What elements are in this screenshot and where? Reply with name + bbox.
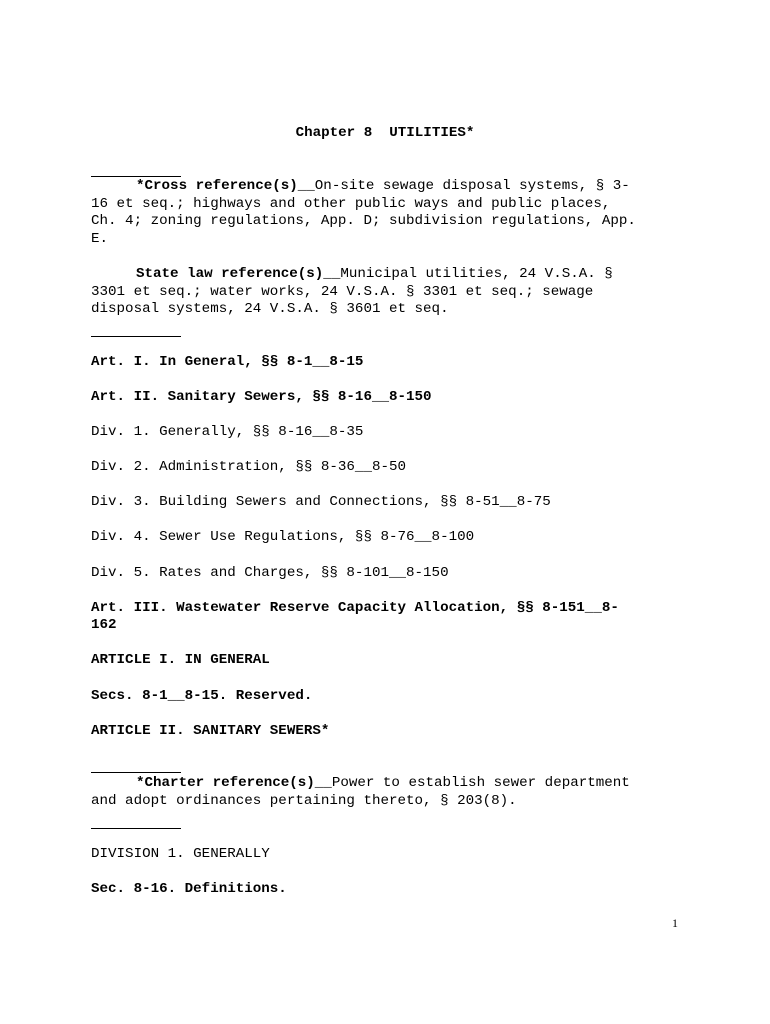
article-2-heading: ARTICLE II. SANITARY SEWERS* (91, 723, 330, 739)
footnote-rule (91, 772, 181, 773)
toc-article-2: Art. II. Sanitary Sewers, §§ 8-16__8-150 (91, 389, 432, 405)
cross-reference-line-3: Ch. 4; zoning regulations, App. D; subdivision regulations, App. (91, 213, 636, 229)
article-1-reserved: Secs. 8-1__8-15. Reserved. (91, 688, 313, 704)
toc-division-3: Div. 3. Building Sewers and Connections, §§ 8-51__8-75 (91, 494, 551, 510)
cross-reference-label: *Cross reference(s)__ (136, 178, 315, 194)
toc-division-5: Div. 5. Rates and Charges, §§ 8-101__8-150 (91, 565, 449, 581)
footnote-rule (91, 828, 181, 829)
state-law-reference-text: Municipal utilities, 24 V.S.A. § (340, 266, 613, 282)
article-1-heading: ARTICLE I. IN GENERAL (91, 652, 270, 668)
charter-reference-label: *Charter reference(s)__ (136, 775, 332, 791)
toc-division-4: Div. 4. Sewer Use Regulations, §§ 8-76__8-100 (91, 529, 475, 545)
toc-article-3-line-1: Art. III. Wastewater Reserve Capacity Allocation, §§ 8-151__8- (91, 600, 619, 616)
state-law-reference-line-3: disposal systems, 24 V.S.A. § 3601 et seq. (91, 301, 449, 317)
charter-reference-text: Power to establish sewer department (331, 775, 630, 791)
toc-division-2: Div. 2. Administration, §§ 8-36__8-50 (91, 459, 407, 475)
toc-division-1: Div. 1. Generally, §§ 8-16__8-35 (91, 424, 364, 440)
footnote-rule (91, 176, 181, 177)
toc-article-1: Art. I. In General, §§ 8-1__8-15 (91, 354, 364, 370)
toc-article-3-line-2: 162 (91, 617, 117, 633)
state-law-reference-line-2: 3301 et seq.; water works, 24 V.S.A. § 3301 et seq.; sewage (91, 284, 594, 300)
cross-reference-line-2: 16 et seq.; highways and other public ways and public places, (91, 196, 611, 212)
section-heading: Sec. 8-16. Definitions. (91, 881, 287, 897)
charter-reference-line-2: and adopt ordinances pertaining thereto, § 203(8). (91, 793, 517, 809)
cross-reference-line-1 (136, 178, 630, 196)
page-number: 1 (672, 916, 678, 930)
cross-reference-text: On-site sewage disposal systems, § 3- (314, 178, 630, 194)
cross-reference-line-4: E. (91, 231, 109, 247)
state-law-reference-line-1 (136, 266, 613, 284)
state-law-reference-label: State law reference(s)__ (136, 266, 341, 282)
division-1-heading: DIVISION 1. GENERALLY (91, 846, 270, 862)
footnote-rule (91, 336, 181, 337)
chapter-title: Chapter 8 UTILITIES* (295, 125, 475, 141)
charter-reference-line-1 (136, 775, 630, 793)
